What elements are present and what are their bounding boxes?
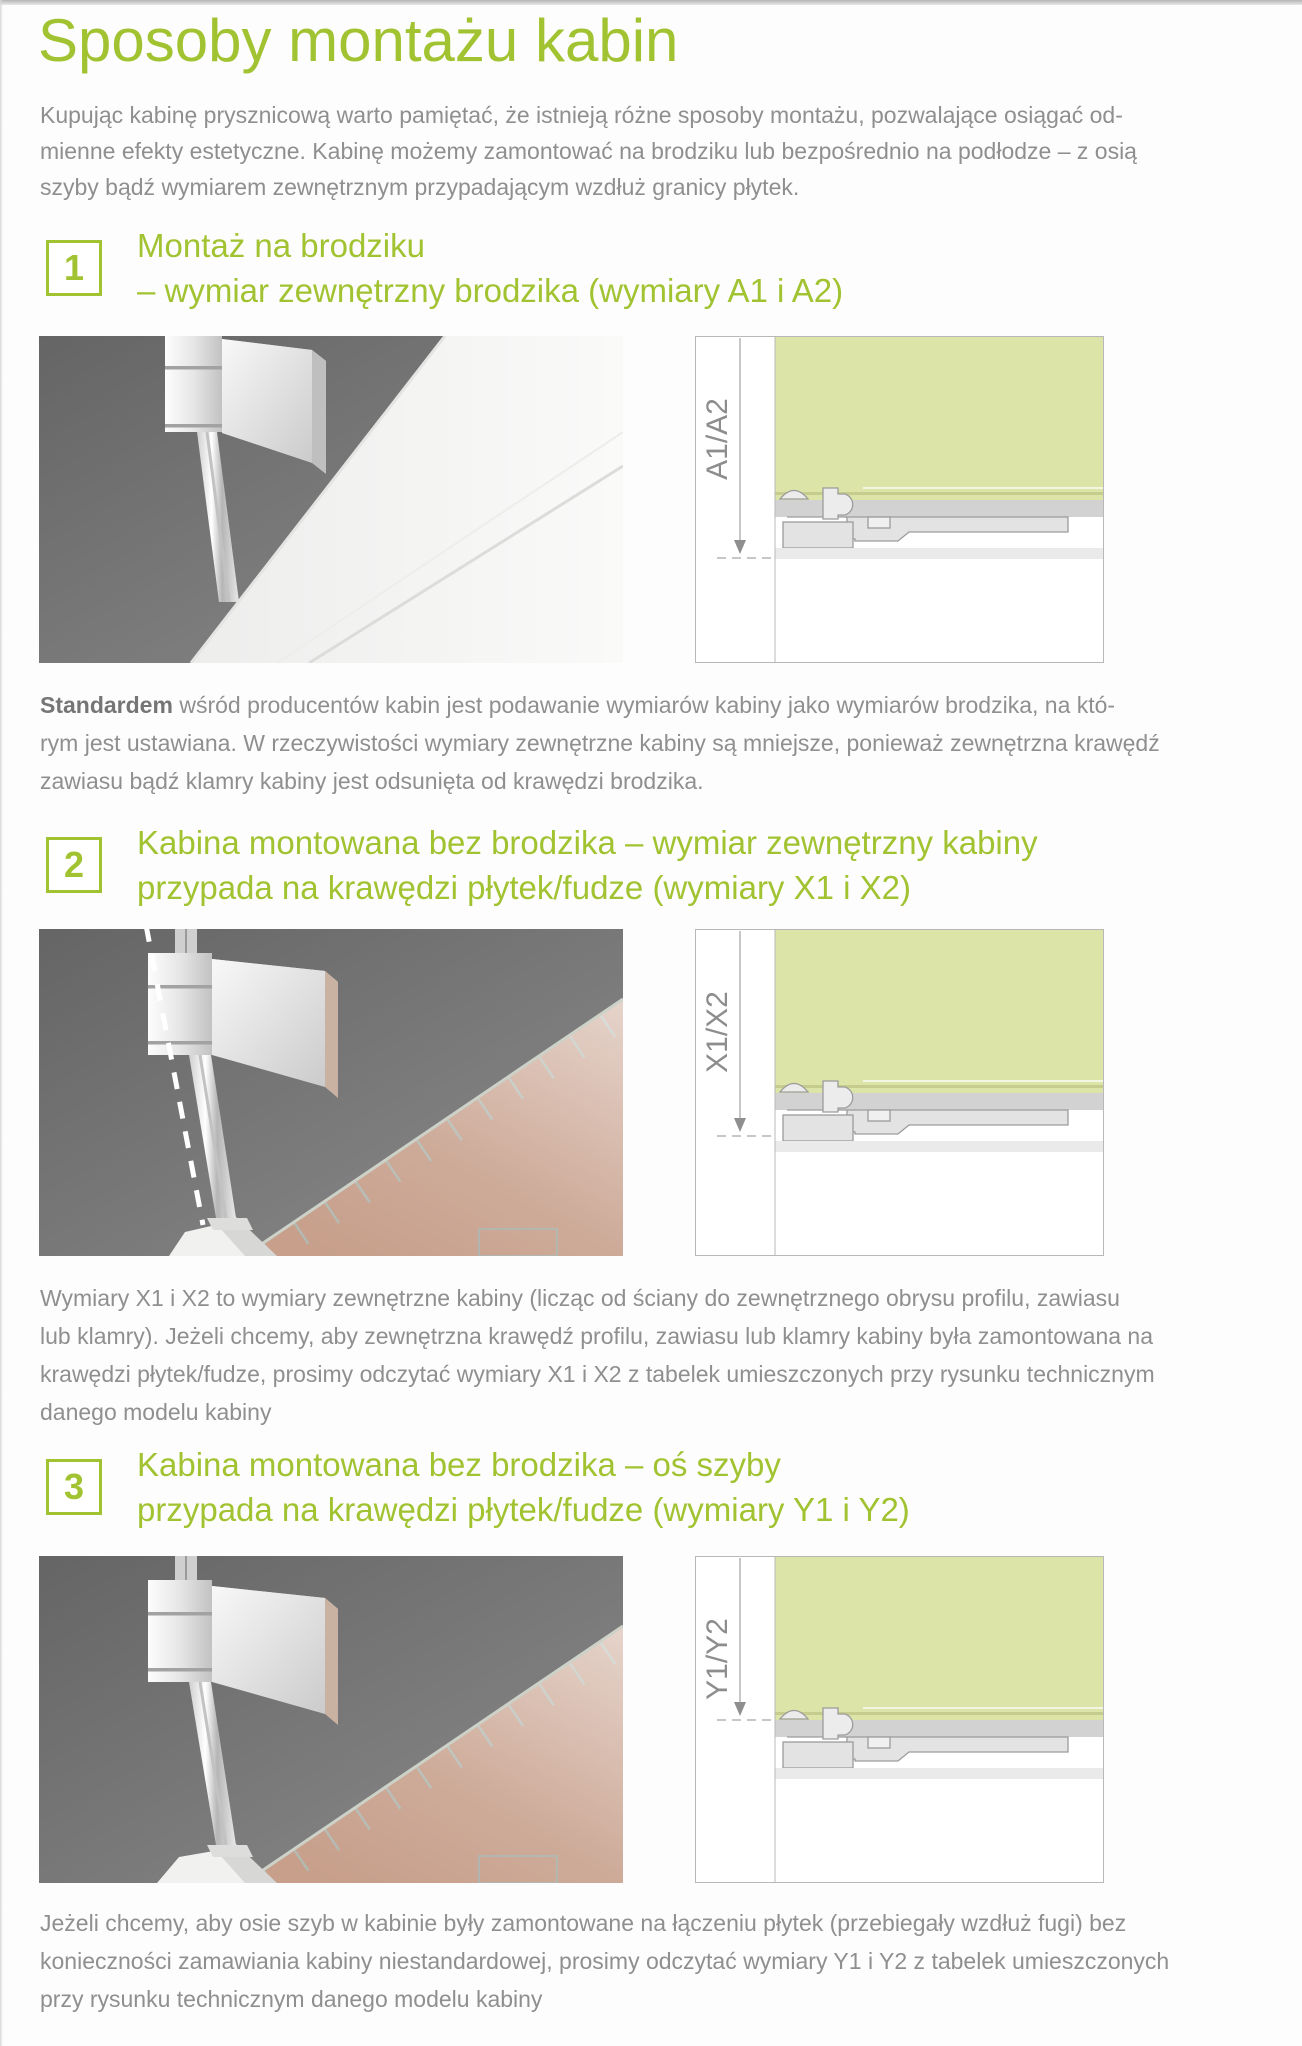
section-1-title-line: – wymiar zewnętrzny brodzika (wymiary A1 i A2) — [137, 272, 844, 309]
dimension-label: X1/X2 — [701, 991, 734, 1073]
standard-line: zawiasu bądź klamry kabiny jest odsunięta od krawędzi brodzika. — [40, 768, 704, 794]
section-1-title-line: Montaż na brodziku — [137, 227, 425, 264]
section-2-number-box: 2 — [46, 837, 102, 893]
diagram-a1-a2 — [695, 336, 1104, 663]
intro-line: szyby bądź wymiarem zewnętrznym przypadającym wzdłuż granicy płytek. — [40, 174, 800, 200]
y-paragraph-line: konieczności zamawiania kabiny niestandardowej, prosimy odczytać wymiary Y1 i Y2 z tabelek umieszczonych — [40, 1948, 1170, 1974]
section-2-title — [137, 820, 1038, 910]
section-3-title — [137, 1442, 910, 1532]
x-paragraph-line: lub klamry). Jeżeli chcemy, aby zewnętrzna krawędź profilu, zawiasu lub klamry kabiny była zamontowana na — [40, 1323, 1153, 1349]
y-paragraph-line: Jeżeli chcemy, aby osie szyb w kabinie były zamontowane na łączeniu płytek (przebiegały wzdłuż fugi) bez — [40, 1910, 1127, 1936]
standard-line-rest: wśród producentów kabin jest podawanie wymiarów kabiny jako wymiarów brodzika, na któ- — [172, 692, 1116, 718]
dimension-label: A1/A2 — [701, 398, 734, 480]
x-paragraph-line: danego modelu kabiny — [40, 1399, 272, 1425]
photo-hinge-on-tiles-outer-edge — [39, 929, 623, 1256]
glass-area — [775, 1557, 1103, 1720]
photo-hinge-on-tiles-glass-axis — [39, 1556, 623, 1883]
section-2-title-line: przypada na krawędzi płytek/fudze (wymiary X1 i X2) — [137, 869, 911, 906]
section-2-title-line: Kabina montowana bez brodzika – wymiar zewnętrzny kabiny — [137, 824, 1038, 861]
diagram-x1-x2 — [695, 929, 1104, 1256]
x-paragraph-line: krawędzi płytek/fudze, prosimy odczytać wymiary X1 i X2 z tabelek umieszczonych przy rysunku technicznym — [40, 1361, 1155, 1387]
section-1-title — [137, 223, 843, 313]
standard-line — [40, 686, 1160, 724]
tray-lower-band — [775, 548, 1103, 559]
standard-lead-word: Standardem — [40, 692, 173, 718]
section-3-title-line: Kabina montowana bez brodzika – oś szyby — [137, 1446, 781, 1483]
intro-line: mienne efekty estetyczne. Kabinę możemy zamontować na brodziku lub bezpośrednio na podłodze – z osią — [40, 138, 1137, 164]
floor-lower-band — [775, 1768, 1103, 1779]
floor-lower-band — [775, 1141, 1103, 1152]
page-edge-left — [0, 0, 3, 2046]
glass-area — [775, 337, 1103, 500]
x-paragraph-line: Wymiary X1 i X2 to wymiary zewnętrzne kabiny (licząc od ściany do zewnętrznego obrysu profilu, zawiasu — [40, 1285, 1120, 1311]
section-3-number-box: 3 — [46, 1459, 102, 1515]
section-3-title-line: przypada na krawędzi płytek/fudze (wymiary Y1 i Y2) — [137, 1491, 910, 1528]
photo-hinge-on-shower-tray — [39, 336, 623, 663]
intro-paragraph — [40, 97, 1137, 205]
standard-line: rym jest ustawiana. W rzeczywistości wymiary zewnętrzne kabiny są mniejsze, ponieważ zewnętrzna krawędź — [40, 730, 1160, 756]
glass-area — [775, 930, 1103, 1093]
diagram-y1-y2 — [695, 1556, 1104, 1883]
section-1-number-box: 1 — [46, 240, 102, 296]
page-title: Sposoby montażu kabin — [38, 7, 679, 74]
y-dimensions-paragraph — [40, 1904, 1169, 2018]
x-dimensions-paragraph — [40, 1279, 1155, 1431]
standard-paragraph — [40, 686, 1160, 800]
y-paragraph-line: przy rysunku technicznym danego modelu kabiny — [40, 1986, 543, 2012]
dimension-label: Y1/Y2 — [701, 1618, 734, 1700]
intro-line: Kupując kabinę prysznicową warto pamiętać, że istnieją różne sposoby montażu, pozwalające osiągać od- — [40, 102, 1123, 128]
page-edge-top — [0, 0, 1302, 5]
